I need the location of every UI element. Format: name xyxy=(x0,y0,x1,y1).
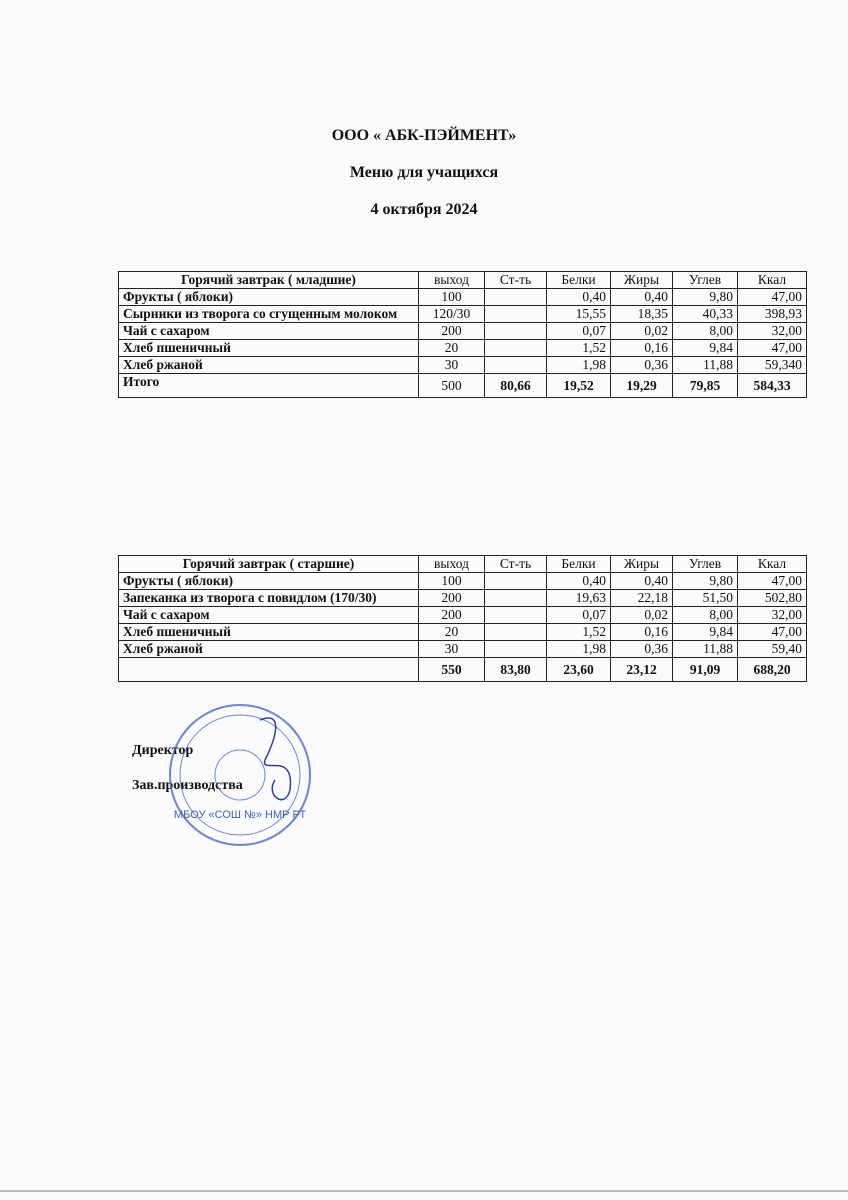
table-row xyxy=(119,590,807,607)
dish-name: Чай с сахаром xyxy=(119,323,419,340)
cell-c: 51,50 xyxy=(673,590,738,607)
cell-out: 20 xyxy=(419,624,485,641)
cell-c: 9,84 xyxy=(673,624,738,641)
cell-out: 200 xyxy=(419,607,485,624)
cell-f: 0,16 xyxy=(611,624,673,641)
cell-cost xyxy=(485,590,547,607)
official-stamp xyxy=(165,700,315,850)
cell-f: 0,02 xyxy=(611,607,673,624)
cell-f: 22,18 xyxy=(611,590,673,607)
table-row xyxy=(119,573,807,590)
section-title: Горячий завтрак ( младшие) xyxy=(119,272,419,289)
total-row xyxy=(119,658,807,682)
total-out: 550 xyxy=(419,658,485,682)
cell-k: 47,00 xyxy=(738,340,807,357)
column-header-cost: Ст-ть xyxy=(485,556,547,573)
cell-cost xyxy=(485,624,547,641)
cell-k: 47,00 xyxy=(738,573,807,590)
cell-f: 0,40 xyxy=(611,289,673,306)
cell-c: 8,00 xyxy=(673,607,738,624)
column-header-c: Углев xyxy=(673,272,738,289)
cell-f: 18,35 xyxy=(611,306,673,323)
page-edge xyxy=(0,1190,848,1192)
cell-k: 59,340 xyxy=(738,357,807,374)
organization-name: ООО « АБК-ПЭЙМЕНТ» xyxy=(331,127,517,144)
dish-name: Сырники из творога со сгущенным молоком xyxy=(119,306,419,323)
cell-c: 11,88 xyxy=(673,641,738,658)
cell-out: 100 xyxy=(419,573,485,590)
cell-c: 9,84 xyxy=(673,340,738,357)
cell-cost xyxy=(485,641,547,658)
dish-name: Чай с сахаром xyxy=(119,607,419,624)
total-out: 500 xyxy=(419,374,485,398)
cell-p: 0,07 xyxy=(547,323,611,340)
cell-cost xyxy=(485,607,547,624)
cell-k: 32,00 xyxy=(738,323,807,340)
menu-table-senior xyxy=(118,555,807,682)
table-header-row xyxy=(119,272,807,289)
dish-name: Запеканка из творога с повидлом (170/30) xyxy=(119,590,419,607)
cell-out: 100 xyxy=(419,289,485,306)
director-label: Директор xyxy=(132,743,194,758)
cell-cost xyxy=(485,323,547,340)
total-k: 584,33 xyxy=(738,374,807,398)
column-header-k: Ккал xyxy=(738,272,807,289)
cell-cost xyxy=(485,306,547,323)
cell-f: 0,40 xyxy=(611,573,673,590)
total-k: 688,20 xyxy=(738,658,807,682)
table-row xyxy=(119,357,807,374)
cell-f: 0,16 xyxy=(611,340,673,357)
cell-c: 40,33 xyxy=(673,306,738,323)
cell-p: 0,07 xyxy=(547,607,611,624)
total-p: 19,52 xyxy=(547,374,611,398)
dish-name: Хлеб пшеничный xyxy=(119,624,419,641)
cell-p: 19,63 xyxy=(547,590,611,607)
cell-p: 1,98 xyxy=(547,357,611,374)
cell-p: 15,55 xyxy=(547,306,611,323)
column-header-cost: Ст-ть xyxy=(485,272,547,289)
cell-k: 47,00 xyxy=(738,624,807,641)
menu-table-junior xyxy=(118,271,807,398)
cell-p: 0,40 xyxy=(547,573,611,590)
column-header-f: Жиры xyxy=(611,556,673,573)
table-header-row xyxy=(119,556,807,573)
dish-name: Хлеб ржаной xyxy=(119,641,419,658)
cell-out: 200 xyxy=(419,590,485,607)
stamp-text: МБОУ «СОШ №» НМР РТ xyxy=(173,809,307,821)
production-manager-label: Зав.производства xyxy=(132,778,243,793)
total-cost: 80,66 xyxy=(485,374,547,398)
column-header-p: Белки xyxy=(547,556,611,573)
cell-p: 0,40 xyxy=(547,289,611,306)
cell-out: 200 xyxy=(419,323,485,340)
table-row xyxy=(119,641,807,658)
dish-name: Хлеб ржаной xyxy=(119,357,419,374)
cell-c: 9,80 xyxy=(673,573,738,590)
cell-out: 20 xyxy=(419,340,485,357)
cell-f: 0,36 xyxy=(611,357,673,374)
cell-k: 32,00 xyxy=(738,607,807,624)
table-row xyxy=(119,624,807,641)
document-date: 4 октября 2024 xyxy=(370,201,478,218)
table-row xyxy=(119,340,807,357)
total-row xyxy=(119,374,807,398)
total-label: Итого xyxy=(119,374,419,398)
cell-p: 1,52 xyxy=(547,624,611,641)
signature xyxy=(260,718,290,800)
column-header-p: Белки xyxy=(547,272,611,289)
cell-out: 120/30 xyxy=(419,306,485,323)
dish-name: Фрукты ( яблоки) xyxy=(119,573,419,590)
cell-p: 1,98 xyxy=(547,641,611,658)
table-row xyxy=(119,607,807,624)
cell-p: 1,52 xyxy=(547,340,611,357)
cell-c: 9,80 xyxy=(673,289,738,306)
column-header-c: Углев xyxy=(673,556,738,573)
total-c: 91,09 xyxy=(673,658,738,682)
cell-cost xyxy=(485,573,547,590)
cell-c: 8,00 xyxy=(673,323,738,340)
cell-f: 0,36 xyxy=(611,641,673,658)
total-f: 19,29 xyxy=(611,374,673,398)
document-title: Меню для учащихся xyxy=(349,164,499,181)
cell-f: 0,02 xyxy=(611,323,673,340)
column-header-out: выход xyxy=(419,272,485,289)
cell-k: 398,93 xyxy=(738,306,807,323)
cell-out: 30 xyxy=(419,357,485,374)
column-header-f: Жиры xyxy=(611,272,673,289)
table-row xyxy=(119,306,807,323)
cell-k: 47,00 xyxy=(738,289,807,306)
column-header-out: выход xyxy=(419,556,485,573)
dish-name: Фрукты ( яблоки) xyxy=(119,289,419,306)
table-row xyxy=(119,323,807,340)
cell-k: 502,80 xyxy=(738,590,807,607)
dish-name: Хлеб пшеничный xyxy=(119,340,419,357)
cell-cost xyxy=(485,289,547,306)
total-c: 79,85 xyxy=(673,374,738,398)
total-f: 23,12 xyxy=(611,658,673,682)
table-row xyxy=(119,289,807,306)
column-header-k: Ккал xyxy=(738,556,807,573)
cell-k: 59,40 xyxy=(738,641,807,658)
cell-cost xyxy=(485,357,547,374)
cell-cost xyxy=(485,340,547,357)
total-label xyxy=(119,658,419,682)
cell-out: 30 xyxy=(419,641,485,658)
cell-c: 11,88 xyxy=(673,357,738,374)
total-cost: 83,80 xyxy=(485,658,547,682)
total-p: 23,60 xyxy=(547,658,611,682)
section-title: Горячий завтрак ( старшие) xyxy=(119,556,419,573)
